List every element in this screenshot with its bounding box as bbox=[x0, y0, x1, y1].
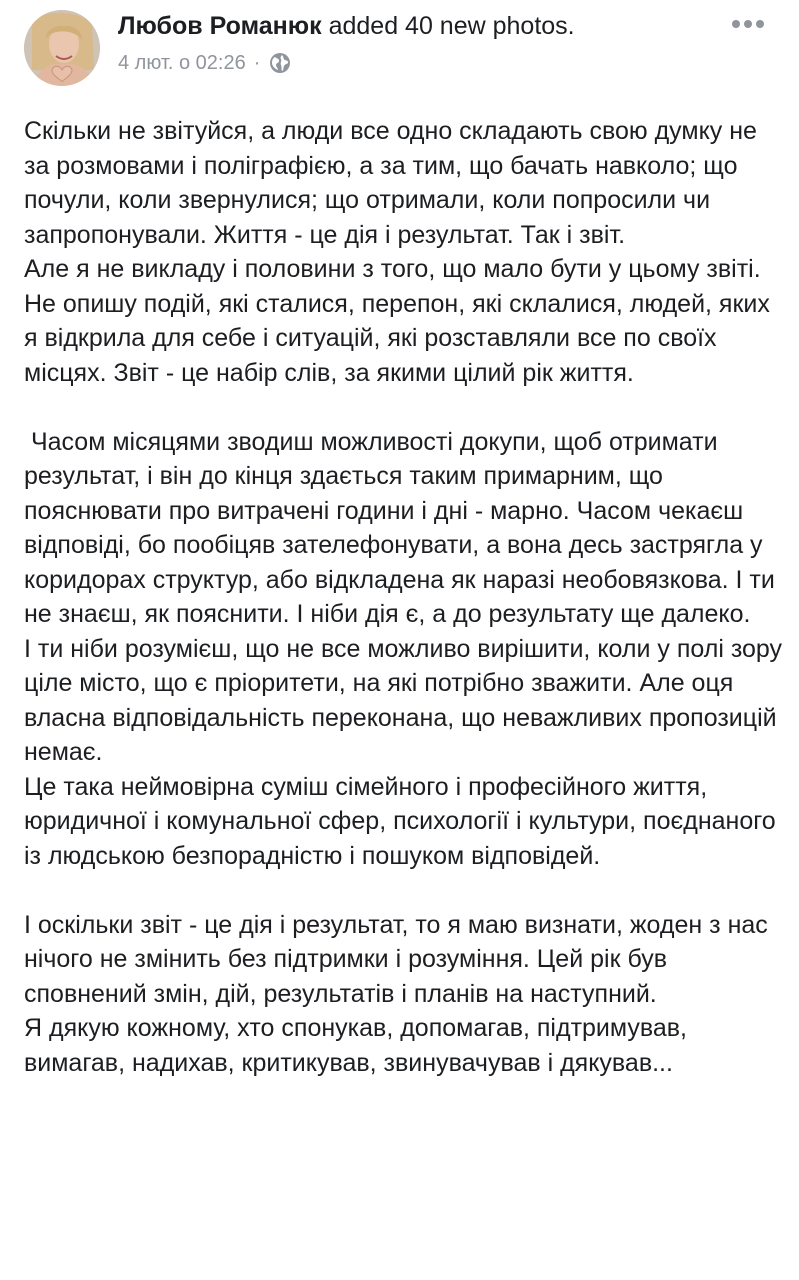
post-header bbox=[0, 0, 799, 100]
more-dots-icon[interactable] bbox=[728, 14, 768, 34]
post-paragraph: Скільки не звітуйся, а люди все одно складають свою думку не за розмовами і поліграфією, а за тим, що бачать навколо; що почули, коли звернулися; що отримали, коли попросили чи запропонували. Життя - це дія і результат. Так і звіт. bbox=[24, 117, 764, 249]
meta-separator: · bbox=[253, 52, 261, 74]
post-paragraph: Часом місяцями зводиш можливості докупи, щоб отримати результат, і він до кінця здається таким примарним, що пояснювати про витрачені години і дні - марно. Часом чекаєш відповіді, бо пообіцяв зателефонувати, а вона десь застрягла у коридорах структур, або відкладена як наразі необовязкова. І ти не знаєш, як пояснити. І ніби дія є, а до результату ще далеко. bbox=[24, 427, 782, 628]
post-body bbox=[24, 114, 789, 1080]
post-paragraph: Це така неймовірна суміш сімейного і професійного життя, юридичної і комунальної сфер, психології і культури, поєднаного із людською безпорадністю і пошуком відповідей. bbox=[24, 772, 783, 870]
paragraph-spacer bbox=[24, 873, 784, 908]
post-action-text: added 40 new photos. bbox=[328, 12, 575, 40]
post-paragraph: І оскільки звіт - це дія і результат, то я маю визнати, жоден з нас нічого не змінить без підтримки і розуміння. Цей рік був сповнений змін, дій, результатів і планів на наступний. bbox=[24, 910, 775, 1008]
globe-icon[interactable] bbox=[268, 51, 292, 75]
post-paragraph: Я дякую кожному, хто спонукав, допомагав, підтримував, вимагав, надихав, критикував, звинувачував і дякував... bbox=[24, 1014, 694, 1077]
post-title-line bbox=[118, 10, 575, 42]
avatar-photo bbox=[24, 10, 100, 86]
post-paragraph: І ти ніби розумієш, що не все можливо вирішити, коли у полі зору ціле місто, що є пріоритети, на які потрібно зважити. Але оця власна відповідальність переконана, що неважливих пропозицій немає. bbox=[24, 634, 789, 766]
author-avatar[interactable] bbox=[24, 10, 100, 86]
post-paragraph: Але я не викладу і половини з того, що мало бути у цьому звіті. Не опишу подій, які сталися, перепон, які склалися, людей, яких я відкрила для себе і ситуацій, які розставляли все по своїх місцях. Звіт - це набір слів, за якими цілий рік життя. bbox=[24, 255, 777, 387]
paragraph-spacer bbox=[24, 390, 784, 425]
author-name-link[interactable]: Любов Романюк bbox=[118, 12, 322, 40]
post-meta bbox=[118, 50, 292, 76]
post-timestamp[interactable]: 4 лют. о 02:26 bbox=[118, 52, 246, 74]
